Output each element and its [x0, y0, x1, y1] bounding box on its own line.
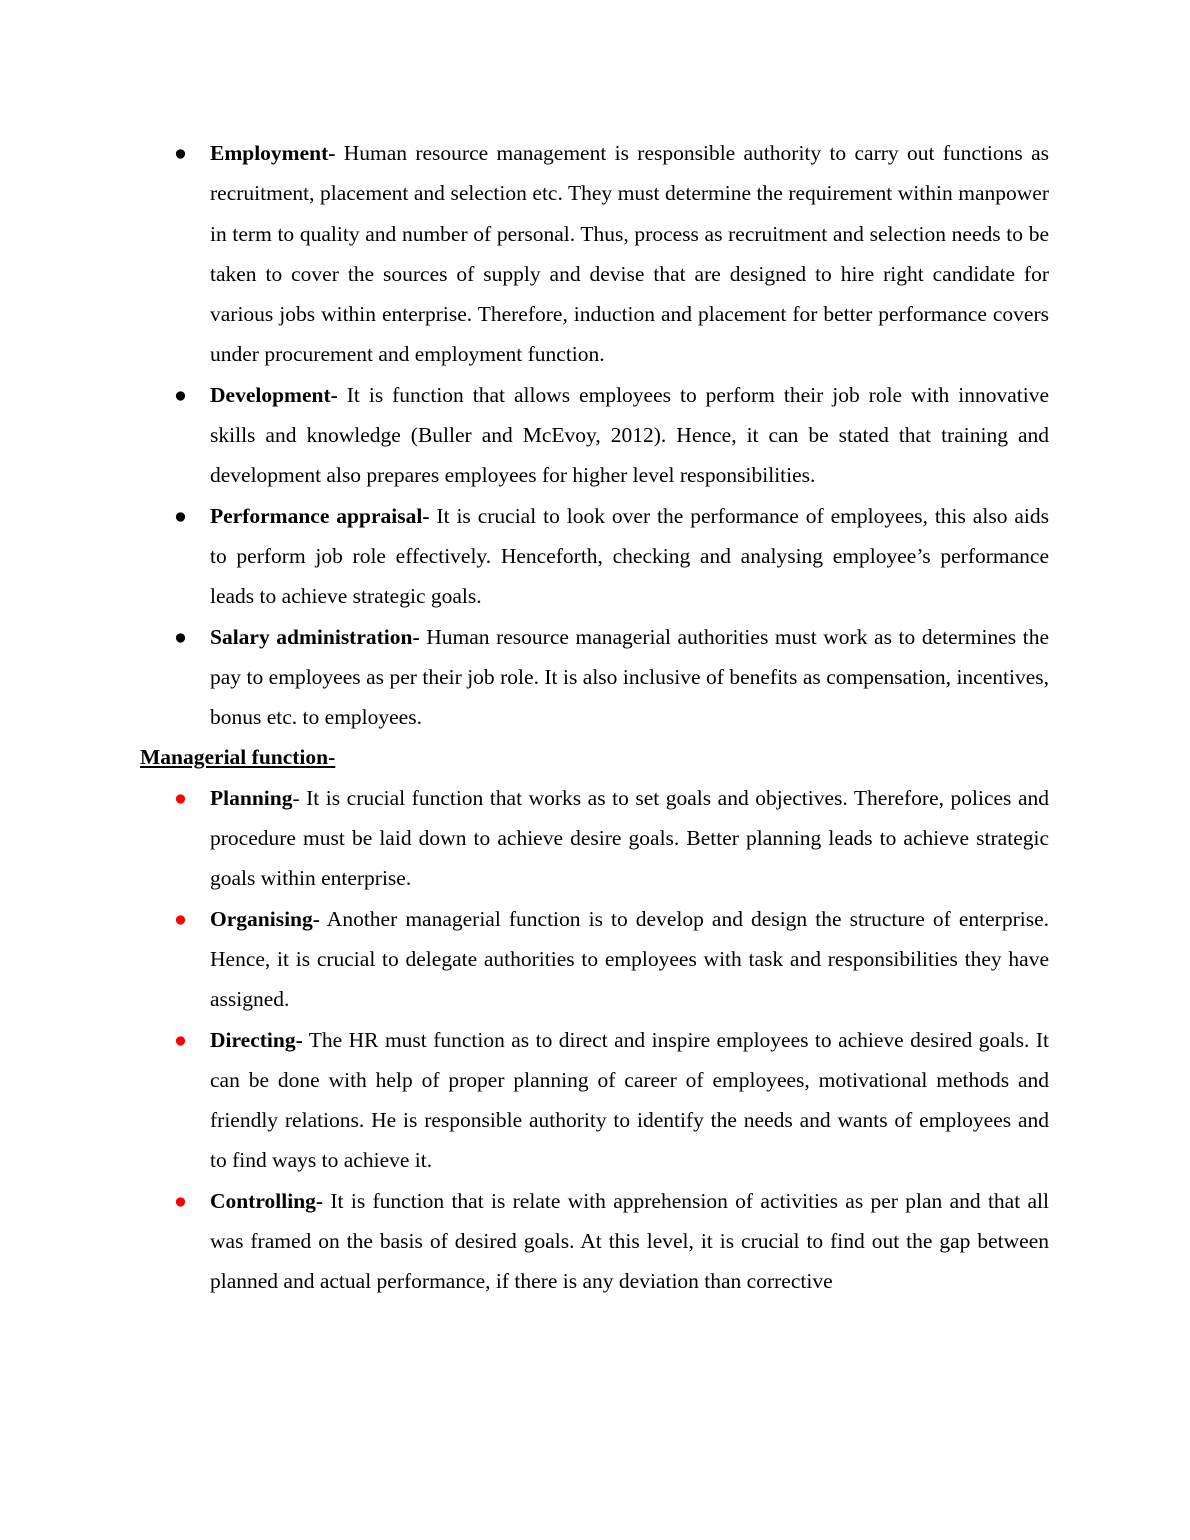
item-text: Human resource managerial authorities must work as to determines the pay to employees as per their job role. It is also inclusive of benefits as compensation, incentives, bonus etc. to employees. — [210, 624, 1049, 730]
list-item-performance-appraisal — [140, 496, 1049, 617]
list-item-salary-administration — [140, 617, 1049, 738]
item-text: - It is crucial function that works as to set goals and objectives. Therefore, polices and procedure must be laid down to achieve desire goals. Better planning leads to achieve strategic goals within enterprise. — [210, 785, 1049, 891]
item-text: The HR must function as to direct and inspire employees to achieve desired goals. It can be done with help of proper planning of career of employees, motivational methods and friendly relations. He is responsible authority to identify the needs and wants of employees and to find ways to achieve it. — [210, 1027, 1049, 1173]
item-text: It is function that allows employees to perform their job role with innovative skills and knowledge (Buller and McEvoy, 2012). Hence, it can be stated that training and development also prepares employees for higher level responsibilities. — [210, 382, 1049, 488]
bullet-icon: ● — [174, 141, 187, 165]
item-term: Performance appraisal- — [210, 503, 430, 528]
item-term: Planning — [210, 785, 293, 810]
bullet-icon: ● — [174, 1188, 187, 1213]
list-item-organising — [140, 899, 1049, 1020]
item-term: Directing- — [210, 1027, 303, 1052]
item-term: Employment- — [210, 141, 336, 165]
item-text: Human resource management is responsible authority to carry out functions as recruitment, placement and selection etc. They must determine the requirement within manpower in term to quality and number of personal. Thus, process as recruitment and selection needs to be taken to cover the sources of supply and devise that are designed to hire right candidate for various jobs within enterprise. Therefore, induction and placement for better performance covers under procurement and employment function. — [210, 141, 1049, 367]
item-term: Development- — [210, 382, 338, 407]
bullet-icon: ● — [174, 382, 187, 407]
managerial-function-heading: Managerial function- — [140, 745, 336, 770]
item-text: It is crucial to look over the performance of employees, this also aids to perform job role effectively. Henceforth, checking and analysing employee’s performance leads to achieve strategic goals. — [210, 503, 1049, 609]
list-item-controlling — [140, 1181, 1049, 1302]
item-term: Salary administration- — [210, 624, 420, 649]
bullet-icon: ● — [174, 1027, 187, 1052]
bullet-icon: ● — [174, 906, 187, 931]
document-body — [140, 133, 1049, 1302]
hr-functions-list — [140, 133, 1049, 737]
bullet-icon: ● — [174, 624, 187, 649]
list-item-planning — [140, 778, 1049, 899]
item-term: Controlling- — [210, 1188, 324, 1213]
list-item-development — [140, 375, 1049, 496]
managerial-functions-list — [140, 778, 1049, 1302]
bullet-icon: ● — [174, 785, 187, 810]
list-item-directing — [140, 1020, 1049, 1181]
item-text: Another managerial function is to develop and design the structure of enterprise. Hence, it is crucial to delegate authorities to employees with task and responsibilities they have assigned. — [210, 906, 1049, 1012]
item-term: Organising- — [210, 906, 320, 931]
item-text: It is function that is relate with apprehension of activities as per plan and that all was framed on the basis of desired goals. At this level, it is crucial to find out the gap between planned and actual performance, if there is any deviation than corrective — [210, 1188, 1049, 1294]
bullet-icon: ● — [174, 503, 187, 528]
list-item-employment — [140, 133, 1049, 375]
